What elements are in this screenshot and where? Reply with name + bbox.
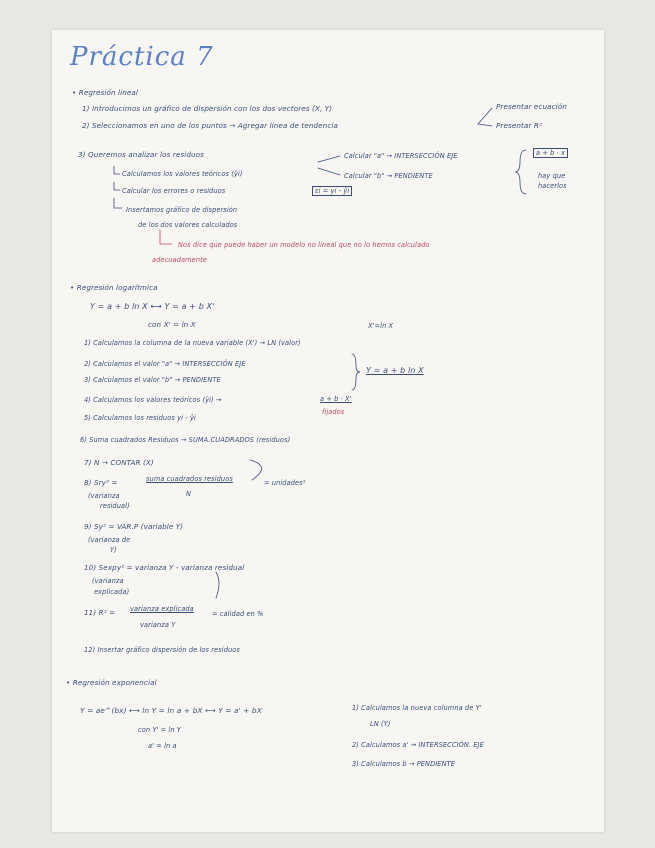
lineal-step-2: 2) Seleccionamos en uno de los puntos → Agregar línea de tendencia [82,121,339,130]
section-heading-exp: • Regresión exponencial [66,678,157,687]
section-heading-lineal: • Regresión lineal [72,88,139,97]
log-step-2: 2) Calculamos el valor "a" → INTERSECCIÓN EJE [84,360,246,368]
page-title: Práctica 7 [70,42,214,72]
log-step-8-num: suma cuadrados residuos [146,475,233,483]
exp-equation-subst-1: con Y' = ln Y [138,726,181,734]
calc-a-note: Calcular "a" → INTERSECCIÓN EJE [344,152,458,160]
log-step-11: 11) R² = [84,608,116,617]
residual-formula-box: εi = yi - ŷi [312,186,352,196]
log-equation: Y = a + b ln X ⟷ Y = a + b X' [90,302,215,311]
log-step-4: 4) Calculamos los valores teóricos (ŷi) → [84,396,222,404]
exp-step-3: 3) Calculamos b → PENDIENTE [352,760,455,768]
log-step-6: 6) Suma cuadrados Residuos → SUMA.CUADRADOS (residuos) [80,436,291,444]
log-step-11-rest: = calidad en % [212,610,264,618]
exp-step-1: 1) Calculamos la nueva columna de Y' [352,704,482,712]
calc-b-note: Calcular "b" → PENDIENTE [344,172,433,180]
exp-step-2: 2) Calculamos a' → INTERSECCIÓN. EJE [352,741,484,749]
exp-equation: Y = ae^(bx) ⟷ ln Y = ln a + bX ⟷ Y = a' + bX [80,706,262,715]
log-step-8-paren-2: residual) [100,502,130,510]
log-step-8: 8) Sry² = [84,478,118,487]
log-step-12: 12) Insertar gráfico dispersión de los residuos [84,646,240,654]
equation-note-1: hay que [538,172,566,180]
log-step-9: 9) Sy² = VAR.P (variable Y) [84,522,184,531]
log-step-4-eq: a + b · X' [320,395,352,403]
log-step-10-paren-1: (varianza [92,577,124,585]
log-step-11-num: varianza explicada [130,605,194,613]
nonlinear-note-2: adecuadamente [152,256,207,264]
lineal-sub-grafico: Insertamos gráfico de dispersión [126,206,238,214]
section-heading-log: • Regresión logarítmica [70,283,158,292]
lineal-sub-grafico-b: de los dos valores calculados [138,221,238,229]
log-step-4-sub: fijados [322,408,345,416]
linear-equation-box: a + b · x [533,148,568,158]
exp-equation-subst-2: a' = ln a [148,742,177,750]
log-step-10-paren-2: explicada) [94,588,130,596]
log-step-11-den: varianza Y [140,621,176,629]
log-equation-subst: con X' = ln X [148,320,196,329]
log-step-3: 3) Calculamos el valor "b" → PENDIENTE [84,376,221,384]
log-step-5: 5) Calculamos los residuos yi - ŷi [84,414,196,422]
equation-note-2: hacerlos [538,182,567,190]
nonlinear-note: Nos dice que puede haber un modelo no lineal que no lo hemos calculado [178,241,430,249]
log-step-10: 10) Sexpy² = varianza Y - varianza residual [84,563,245,572]
log-step-9-paren-1: (varianza de [88,536,131,544]
log-step-8-paren-1: (varianza [88,492,120,500]
lineal-step-3: 3) Queremos analizar los residuos [78,150,204,159]
log-step-1: 1) Calculamos la columna de la nueva variable (X') → LN (valor) [84,339,301,347]
log-step-8-den: N [186,490,192,498]
log-step-8-unit: = unidades² [264,479,306,487]
log-top-annotation: X'=ln X [368,322,394,330]
log-step-9-paren-2: Y) [110,546,117,554]
log-step-7: 7) N → CONTAR (X) [84,458,154,467]
lineal-sub-residuos: Calcular los errores o residuos [122,187,226,195]
lineal-step-1: 1) Introducimos un gráfico de dispersión con los dos vectores (X, Y) [82,104,333,113]
lineal-option-ecuacion: Presentar ecuación [496,102,567,111]
lineal-option-r2: Presentar R² [496,121,542,130]
lineal-sub-teoricos: Calculamos los valores teóricos (ŷi) [122,170,243,178]
exp-step-1-b: LN (Y) [370,720,391,728]
log-model-equation: Y = a + b ln X [366,366,424,375]
